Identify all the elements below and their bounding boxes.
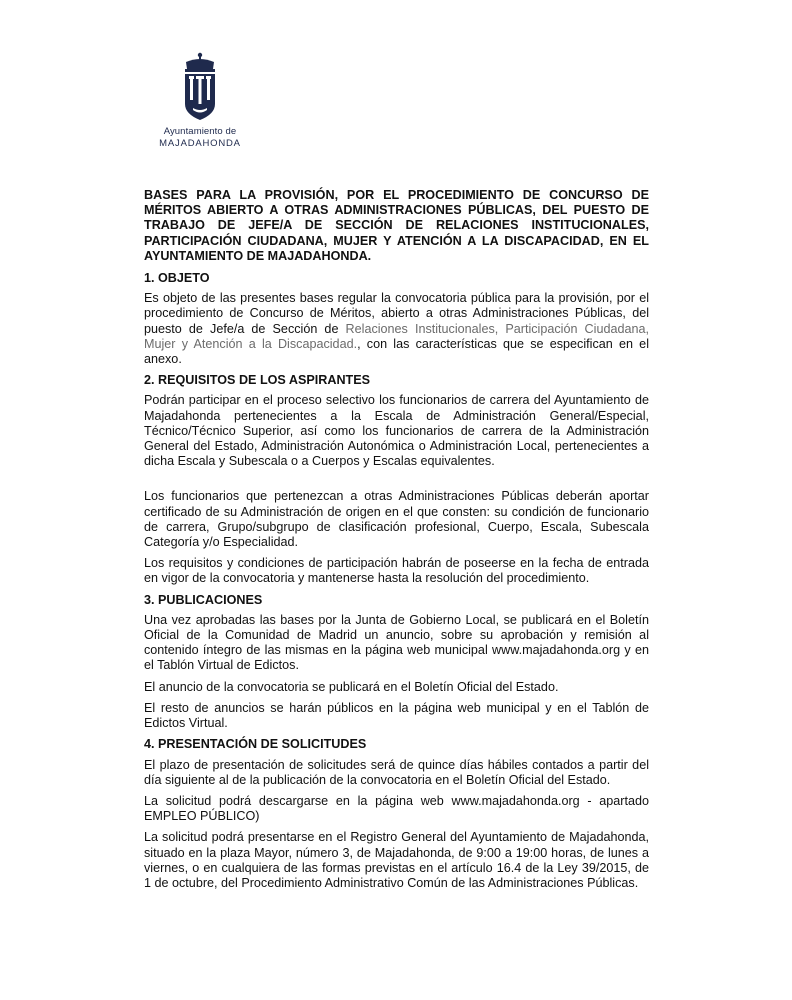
section-2-paragraph-2: Los funcionarios que pertenezcan a otras Administraciones Públicas deberán aportar certificado de su Administración de origen en el que consten: su condición de funcionario de carrera, Grupo/subgrupo de clasificación profesional, Cuerpo, Escala, Subescala Categoría y/o Especialidad. [144,489,649,550]
section-4-paragraph-2: La solicitud podrá descargarse en la página web www.majadahonda.org - apartado EMPLEO PÚBLICO) [144,793,649,824]
section-1-heading: 1. OBJETO [144,271,210,286]
document-title: BASES PARA LA PROVISIÓN, POR EL PROCEDIMIENTO DE CONCURSO DE MÉRITOS ABIERTO A OTRAS ADMINISTRACIONES PÚBLICAS, DEL PUESTO DE TRABAJO DE JEFE/A DE SECCIÓN DE RELACIONES INSTITUCIONALES, PARTICIPACIÓN CIUDADANA, MUJER Y ATENCIÓN A LA DISCAPACIDAD, EN EL AYUNTAMIENTO DE MAJADAHONDA. [144,188,649,263]
logo-line-2: MAJADAHONDA [159,138,241,149]
s1-text-a: Es objeto de las presentes bases regular la convocatoria pública para la provisión, por el procedimiento de Concurso de Méritos, abierto a otras Administraciones Públicas, del puesto de Jefe/a de Sección de [144,291,649,336]
section-1-paragraph [144,291,649,367]
section-3-paragraph-3: El resto de anuncios se harán públicos en la página web municipal y en el Tablón de Edictos Virtual. [144,700,649,731]
s1-text-position: Relaciones Institucionales, Participación Ciudadana, Mujer y Atención a la Discapacidad. [144,321,649,351]
section-2-paragraph-3: Los requisitos y condiciones de participación habrán de poseerse en la fecha de entrada en vigor de la convocatoria y mantenerse hasta la resolución del procedimiento. [144,556,649,586]
document-body [144,188,649,897]
section-2-heading: 2. REQUISITOS DE LOS ASPIRANTES [144,373,371,388]
s1-text-c: , con las características que se especifican en el anexo. [144,336,649,367]
logo-line-1: Ayuntamiento de [163,126,237,137]
section-2-paragraph-1: Podrán participar en el proceso selectivo los funcionarios de carrera del Ayuntamiento de Majadahonda pertenecientes a la Escala de Administración General/Especial, Técnico/Técnico Superior, así como los funcionarios de carrera de la Administración General del Estado, Administración Autonómica o Administración Local, pertenecientes a dicha Escala y Subescala o a Cuerpos y Escalas equivalentes. [144,393,649,469]
section-4-heading: 4. PRESENTACIÓN DE SOLICITUDES [144,737,367,752]
section-4-paragraph-3: La solicitud podrá presentarse en el Registro General del Ayuntamiento de Majadahonda, situado en la plaza Mayor, número 3, de Majadahonda, de 9:00 a 19:00 horas, de lunes a viernes, o en cualquiera de las formas previstas en el artículo 16.4 de la Ley 39/2015, de 1 de octubre, del Procedimiento Administrativo Común de las Administraciones Públicas. [144,830,649,890]
section-4-paragraph-1: El plazo de presentación de solicitudes será de quince días hábiles contados a partir del día siguiente al de la publicación de la convocatoria en el Boletín Oficial del Estado. [144,757,649,787]
section-3-paragraph-1: Una vez aprobadas las bases por la Junta de Gobierno Local, se publicará en el Boletín Oficial de la Comunidad de Madrid un anuncio, sobre su aprobación y remisión al contenido íntegro de las mismas en la página web municipal www.majadahonda.org y en el Tablón Virtual de Edictos. [144,612,649,673]
municipal-logo [150,52,250,149]
section-3-heading: 3. PUBLICACIONES [144,592,263,607]
crowned-coat-of-arms-icon [180,52,220,122]
section-3-paragraph-2: El anuncio de la convocatoria se publicará en el Boletín Oficial del Estado. [144,679,559,694]
